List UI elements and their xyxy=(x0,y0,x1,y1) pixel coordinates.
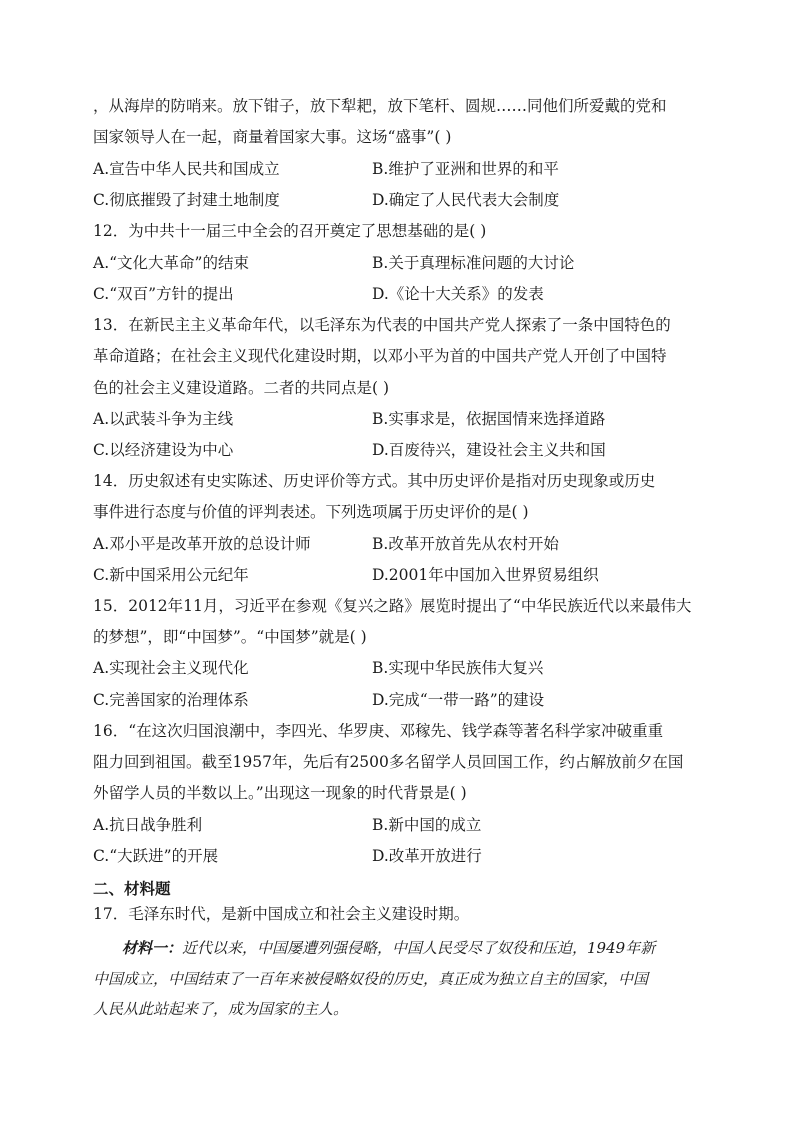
q11-stem-line-2: 国家领导人在一起，商量着国家大事。这场“盛事”( ) xyxy=(93,128,452,146)
q16-option-b: B.新中国的成立 xyxy=(372,816,482,834)
q13-option-b: B.实事求是，依据国情来选择道路 xyxy=(372,410,606,428)
q14-option-a: A.邓小平是改革开放的总设计师 xyxy=(93,535,311,553)
q14-option-c: C.新中国采用公元纪年 xyxy=(93,566,249,584)
q12-option-d: D.《论十大关系》的发表 xyxy=(372,285,544,303)
q12-stem: 12．为中共十一届三中全会的召开奠定了思想基础的是( ) xyxy=(93,222,487,240)
q13-stem-line-1: 13．在新民主主义革命年代，以毛泽东为代表的中国共产党人探索了一条中国特色的 xyxy=(93,316,671,334)
q11-option-d: D.确定了人民代表大会制度 xyxy=(372,191,560,209)
material-one-line-3: 人民从此站起来了，成为国家的主人。 xyxy=(93,1000,349,1018)
q15-option-d: D.完成“一带一路”的建设 xyxy=(372,691,545,709)
q14-option-d: D.2001年中国加入世界贸易组织 xyxy=(372,566,599,584)
q11-option-c: C.彻底摧毁了封建土地制度 xyxy=(93,191,280,209)
material-one-line-2: 中国成立，中国结束了一百年来被侵略奴役的历史，真正成为独立自主的国家，中国 xyxy=(93,970,649,988)
q16-stem-line-2: 阻力回到祖国。截至1957年，先后有2500多名留学人员回国工作，约占解放前夕在国 xyxy=(93,753,684,771)
material-one-line-1 xyxy=(122,938,655,958)
q16-option-d: D.改革开放进行 xyxy=(372,847,482,865)
q14-stem-line-1: 14．历史叙述有史实陈述、历史评价等方式。其中历史评价是指对历史现象或历史 xyxy=(93,472,656,490)
q17-stem: 17．毛泽东时代，是新中国成立和社会主义建设时期。 xyxy=(93,905,470,923)
q13-stem-line-3: 色的社会主义建设道路。二者的共同点是( ) xyxy=(93,379,390,397)
q14-option-b: B.改革开放首先从农村开始 xyxy=(372,535,559,553)
q15-option-c: C.完善国家的治理体系 xyxy=(93,691,249,709)
q13-option-c: C.以经济建设为中心 xyxy=(93,441,234,459)
section-heading: 二、材料题 xyxy=(93,880,171,898)
q14-stem-line-2: 事件进行态度与价值的评判表述。下列选项属于历史评价的是( ) xyxy=(93,503,529,521)
q12-option-a: A.“文化大革命”的结束 xyxy=(93,254,249,272)
q12-option-b: B.关于真理标准问题的大讨论 xyxy=(372,254,575,272)
q15-stem-line-1: 15．2012年11月，习近平在参观《复兴之路》展览时提出了“中华民族近代以来最伟大 xyxy=(93,597,692,615)
q12-option-c: C.“双百”方针的提出 xyxy=(93,285,234,303)
q16-stem-line-3: 外留学人员的半数以上。”出现这一现象的时代背景是( ) xyxy=(93,784,467,802)
q11-option-b: B.维护了亚洲和世界的和平 xyxy=(372,160,559,178)
q16-option-c: C.“大跃进”的开展 xyxy=(93,847,219,865)
q11-stem-line-1: ，从海岸的防哨来。放下钳子，放下犁耙，放下笔杆、圆规……同他们所爱戴的党和 xyxy=(93,97,667,115)
q13-stem-line-2: 革命道路；在社会主义现代化建设时期，以邓小平为首的中国共产党人开创了中国特 xyxy=(93,347,667,365)
q13-option-a: A.以武装斗争为主线 xyxy=(93,410,234,428)
q15-stem-line-2: 的梦想”，即“中国梦”。“中国梦”就是( ) xyxy=(93,628,367,646)
q16-option-a: A.抗日战争胜利 xyxy=(93,816,203,834)
q13-option-d: D.百废待兴，建设社会主义共和国 xyxy=(372,441,606,459)
q16-stem-line-1: 16．“在这次归国浪潮中，李四光、华罗庚、邓稼先、钱学森等著名科学家冲破重重 xyxy=(93,722,664,740)
material-one-label: 材料一： xyxy=(122,939,183,957)
q11-option-a: A.宣告中华人民共和国成立 xyxy=(93,160,280,178)
q15-option-b: B.实现中华民族伟大复兴 xyxy=(372,659,544,677)
material-one-text-1: 近代以来，中国屡遭列强侵略，中国人民受尽了奴役和压迫，1949年新 xyxy=(182,939,656,957)
q15-option-a: A.实现社会主义现代化 xyxy=(93,659,249,677)
